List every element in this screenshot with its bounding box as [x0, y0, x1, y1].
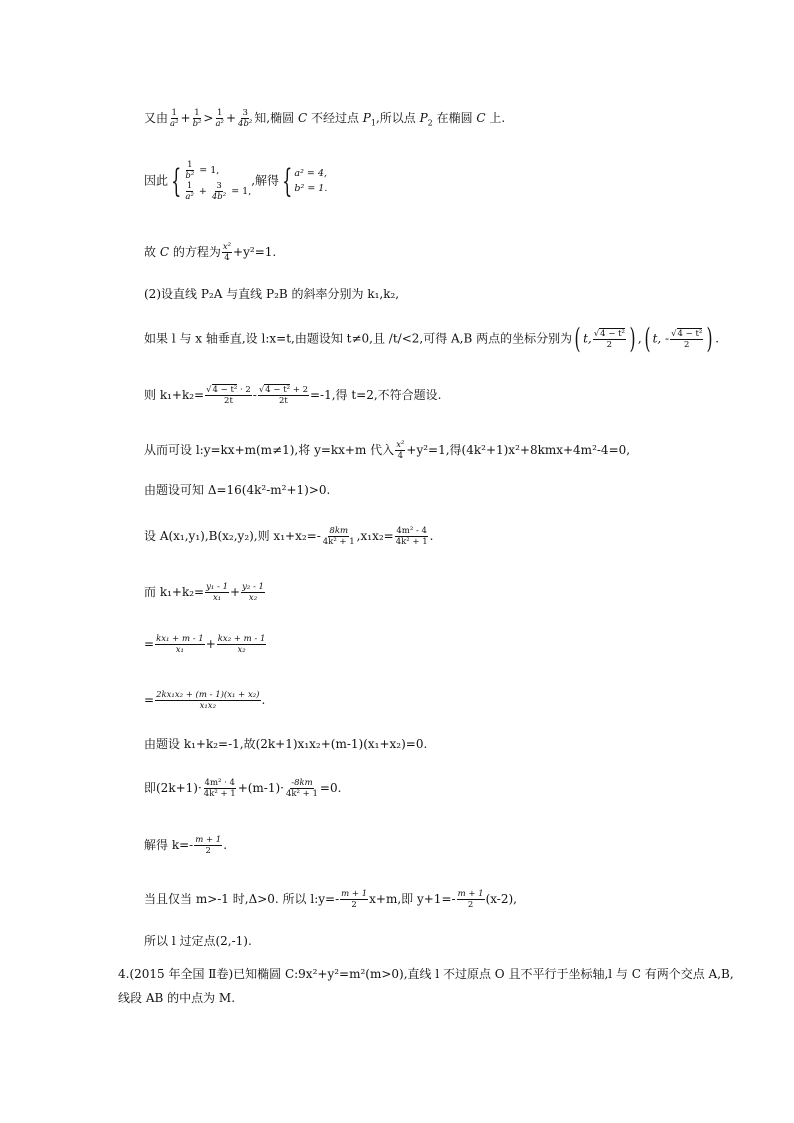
- fraction: [205, 385, 252, 406]
- text: =: [144, 637, 155, 651]
- text: + 2: [292, 385, 308, 395]
- numerator: -8km: [291, 778, 313, 788]
- line-15: [144, 835, 227, 856]
- fraction: [192, 108, 203, 129]
- fraction: [184, 160, 195, 181]
- text: 则 k₁+k₂=: [144, 388, 205, 402]
- denominator: b²: [185, 171, 195, 181]
- numerator: [593, 329, 626, 340]
- text: 不经过点: [307, 111, 363, 125]
- text: +(m-1)·: [237, 781, 284, 795]
- text: 又由: [144, 111, 169, 125]
- text: 设 A(x₁,y₁),B(x₂,y₂),则 x₁+x₂=-: [144, 529, 321, 543]
- text: 知,椭圆: [254, 111, 298, 125]
- numerator: [258, 385, 309, 396]
- text: 从而可设 l:y=kx+m(m≠1),将 y=kx+m 代入: [144, 443, 395, 457]
- text: =-1,得 t=2,不符合题设.: [309, 388, 442, 402]
- numerator: 3: [216, 181, 222, 191]
- numerator: 1: [171, 108, 177, 118]
- denominator: x₁x₂: [199, 701, 216, 711]
- text: 而 k₁+k₂=: [144, 585, 205, 599]
- line-4: (2)设直线 P₂A 与直线 P₂B 的斜率分别为 k₁,k₂,: [144, 287, 400, 301]
- line-13: 由题设 k₁+k₂=-1,故(2k+1)x₁x₂+(m-1)(x₁+x₂)=0.: [144, 737, 428, 751]
- denominator: 4b²: [211, 192, 227, 202]
- fraction: [194, 835, 222, 856]
- numerator: 2kx₁x₂ + (m - 1)(x₁ + x₂): [156, 690, 260, 700]
- numerator: 1: [186, 181, 193, 191]
- system-row: [183, 181, 251, 202]
- line-16: [144, 889, 517, 910]
- fraction: [184, 181, 194, 202]
- numerator: m + 1: [195, 835, 222, 845]
- numerator: y₂ - 1: [242, 582, 264, 592]
- text: x+m,即 y+1=-: [369, 892, 456, 906]
- numerator: x²: [396, 440, 405, 450]
- text: +: [230, 585, 241, 599]
- text: 在椭圆: [432, 111, 477, 125]
- numerator: 1: [217, 108, 223, 118]
- text: · 2: [239, 385, 251, 395]
- system-2: [294, 166, 327, 196]
- system-row: [183, 160, 251, 181]
- denominator: 4k² + 1: [395, 537, 428, 547]
- denominator: 4: [224, 253, 230, 263]
- fraction: [340, 889, 368, 910]
- denominator: b²: [192, 119, 202, 129]
- paren: (: [644, 322, 651, 355]
- text: +: [205, 637, 216, 651]
- fraction: [205, 582, 229, 603]
- text: +: [198, 186, 207, 197]
- fraction: [670, 329, 703, 350]
- subscript: 1: [370, 118, 376, 128]
- line-3: [144, 242, 276, 263]
- numerator: m + 1: [341, 889, 368, 899]
- var: C: [159, 245, 170, 259]
- line-8: 由题设可知 Δ=16(4k²-m²+1)>0.: [144, 483, 331, 497]
- line-9: [144, 526, 433, 547]
- numerator: 1: [187, 160, 193, 170]
- denominator: 4b²: [238, 119, 253, 129]
- var: P: [362, 111, 371, 125]
- numerator: m + 1: [457, 889, 484, 899]
- line-14: [144, 778, 341, 799]
- fraction: [169, 108, 179, 129]
- line-6: [144, 385, 442, 406]
- text: (x-2),: [485, 892, 517, 906]
- var: P: [419, 111, 428, 125]
- text: = 1,: [199, 165, 220, 176]
- text: 解得 k=-: [144, 838, 194, 852]
- denominator: a²: [185, 192, 194, 202]
- denominator: 2: [467, 900, 474, 910]
- numerator: 8km: [329, 526, 349, 536]
- numerator: 4m² - 4: [396, 526, 427, 536]
- numerator: kx₂ + m - 1: [217, 634, 266, 644]
- denominator: 2: [205, 846, 211, 856]
- text: t, -: [652, 331, 670, 346]
- text: = 1,: [231, 186, 252, 197]
- denominator: a²: [215, 119, 224, 129]
- fraction: [322, 526, 356, 547]
- denominator: 2t: [279, 396, 288, 406]
- fraction: [457, 889, 485, 910]
- numerator: 4m² · 4: [204, 778, 235, 788]
- text: -: [252, 388, 257, 402]
- fraction: [258, 385, 309, 406]
- var: C: [297, 111, 308, 125]
- numerator: 1: [194, 108, 200, 118]
- text: 上.: [485, 111, 506, 125]
- paren: ): [629, 322, 636, 355]
- denominator: x₂: [237, 645, 246, 655]
- denominator: x₂: [248, 593, 258, 603]
- fraction: [395, 440, 405, 461]
- denominator: 2: [684, 339, 690, 350]
- numerator: x²: [222, 242, 232, 252]
- text: 的方程为: [169, 245, 221, 259]
- denominator: 2: [351, 900, 357, 910]
- numerator: 3: [242, 108, 248, 118]
- fraction: [155, 634, 205, 655]
- text: 因此: [144, 173, 169, 188]
- line-7: [144, 440, 630, 461]
- radicand: 4 − t²: [677, 328, 703, 339]
- text: =: [144, 693, 155, 707]
- text: ,解得: [251, 173, 280, 188]
- fraction: [241, 582, 265, 603]
- fraction: [214, 108, 224, 129]
- fraction: [285, 778, 319, 799]
- fraction: [211, 181, 227, 202]
- denominator: 4: [397, 451, 403, 461]
- fraction: [222, 242, 232, 263]
- system-row: b² = 1.: [294, 183, 328, 194]
- fraction: [203, 778, 237, 799]
- subscript: 2: [427, 118, 433, 128]
- line-1: 又由 $\frac{1}{\text{a²}}$ + $\frac{1}{\text{b²}}$ > $\frac{1}{\text{a²}}$ + $\frac{3}{\text{4b²}}$ 知,椭圆 C 不经过点 $P_1$,所以点 $P_2$ 在椭圆 C 上.: [144, 108, 506, 129]
- denominator: 2t: [224, 396, 233, 406]
- text: ,x₁x₂=: [356, 529, 394, 543]
- system-row: a² = 4,: [294, 168, 327, 179]
- text: 如果 l 与 x 轴垂直,设 l:x=t,由题设知 t≠0,且 /t/<2,可得 A,B 两点的坐标分别为: [144, 331, 573, 346]
- radicand: 4 − t²: [600, 328, 625, 339]
- line-17: 所以 l 过定点(2,-1).: [144, 934, 252, 948]
- fraction: [155, 690, 260, 711]
- denominator: 4k² + 1: [286, 789, 318, 799]
- text: =0.: [319, 781, 342, 795]
- denominator: 2: [606, 339, 613, 350]
- paren: ): [706, 322, 713, 355]
- brace: {: [171, 162, 182, 200]
- text: .: [429, 529, 434, 543]
- text: 即(2k+1)·: [144, 781, 202, 795]
- radicand: 4 − t²: [265, 385, 291, 395]
- brace: {: [282, 162, 293, 200]
- line-11: [144, 634, 267, 655]
- problem-4-line-2: 线段 AB 的中点为 M.: [118, 991, 236, 1005]
- radical: √: [258, 385, 265, 395]
- fraction: [395, 526, 429, 547]
- text: t,: [583, 331, 592, 346]
- denominator: x₁: [212, 593, 222, 603]
- text: .: [223, 838, 228, 852]
- text: +y²=1.: [233, 245, 277, 259]
- line-12: [144, 690, 265, 711]
- paren: (: [574, 322, 581, 355]
- denominator: 4k² + 1: [203, 789, 236, 799]
- text: 故: [144, 245, 160, 259]
- text: ,所以点: [375, 111, 420, 125]
- denominator: 4k² + 1: [322, 537, 355, 547]
- radicand: 4 − t²: [212, 385, 238, 395]
- line-10: [144, 582, 266, 603]
- denominator: a²: [170, 119, 179, 129]
- text: +y²=1,得(4k²+1)x²+8kmx+4m²-4=0,: [406, 443, 631, 457]
- var: C: [476, 111, 486, 125]
- numerator: [670, 329, 703, 340]
- fraction: [217, 634, 267, 655]
- text: 当且仅当 m>-1 时,Δ>0. 所以 l:y=-: [144, 892, 340, 906]
- fraction: [593, 329, 626, 350]
- numerator: [205, 385, 252, 396]
- radical: √: [671, 328, 677, 339]
- numerator: y₁ - 1: [206, 582, 228, 592]
- line-5: 如果 l 与 x 轴垂直,设 l:x=t,由题设知 t≠0,且 /t/<2,可得 A,B 两点的坐标分别为( t, $\frac{\text{√4 − t²}}{2}$ ) ,( t, - $\frac{\text{√4 − t²}}{2}$ ) .: [144, 322, 720, 355]
- radical: √: [206, 385, 212, 395]
- denominator: x₁: [175, 645, 184, 655]
- system-1: [183, 160, 251, 202]
- fraction: [237, 108, 253, 129]
- problem-4-line-1: 4.(2015 年全国 Ⅱ卷)已知椭圆 C:9x²+y²=m²(m>0),直线 l 不过原点 O 且不平行于坐标轴,l 与 C 有两个交点 A,B,: [118, 967, 734, 981]
- numerator: kx₁ + m - 1: [156, 634, 204, 644]
- text: .: [261, 693, 266, 707]
- line-2: [144, 160, 327, 202]
- radical: √: [593, 328, 600, 339]
